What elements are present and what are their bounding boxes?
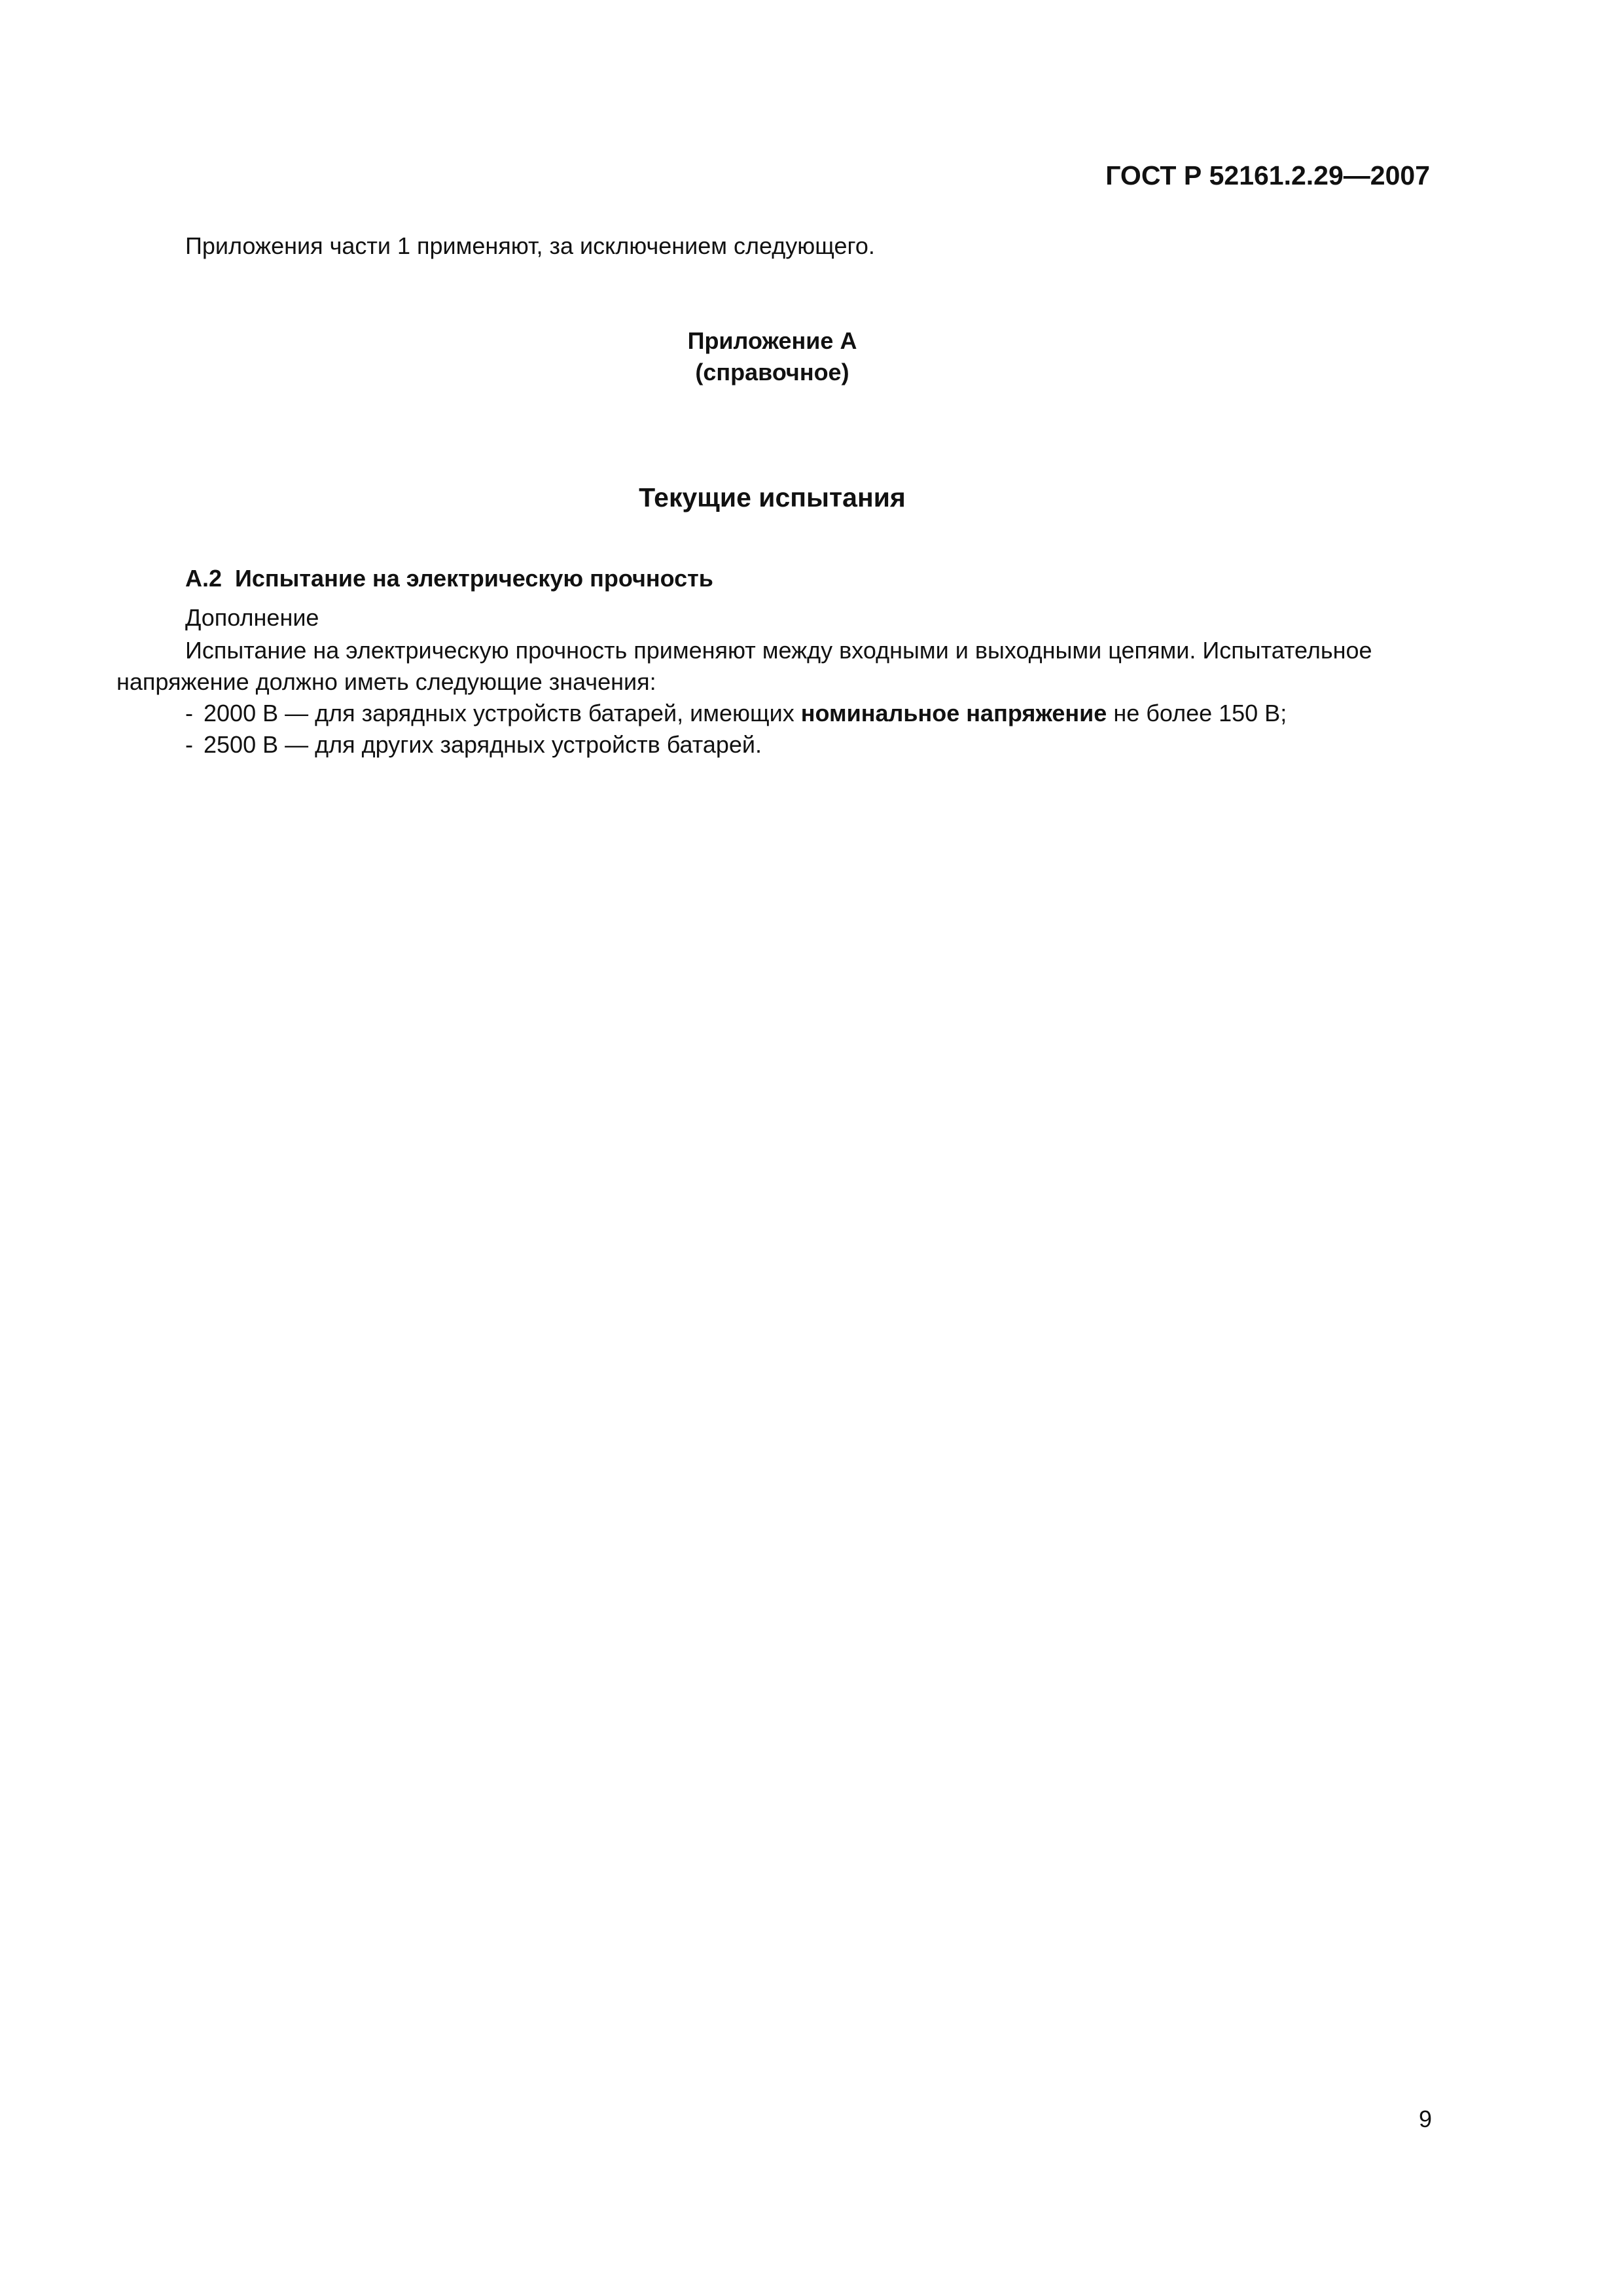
page-number: 9 [1418,2106,1432,2132]
annex-heading [0,325,1544,388]
paragraph-line-1: Испытание на электрическую прочность применяют между входными и выходными цепями. Испытательное [185,637,1372,664]
list-item [185,729,1287,761]
annex-status: (справочное) [695,359,849,386]
list-item-text: 2000 В — для зарядных устройств батарей, имеющих [204,700,801,726]
annex-title: Приложение А [687,327,857,354]
list-dash: - [185,731,193,758]
intro-paragraph: Приложения части 1 применяют, за исключением следующего. [185,232,875,259]
list-item-text-end: не более 150 В; [1107,700,1287,726]
list-dash: - [185,700,193,726]
clause-title: Испытание на электрическую прочность [235,565,713,592]
term-highlight: номинальное напряжение [800,700,1107,726]
addition-label: Дополнение [185,604,319,631]
clause-heading [185,563,713,594]
list-item [185,698,1287,729]
clause-number: А.2 [185,565,223,592]
list-item-text: 2500 В — для других зарядных устройств батарей. [204,731,762,758]
document-code: ГОСТ Р 52161.2.29—2007 [1105,160,1430,190]
section-title: Текущие испытания [639,482,906,512]
paragraph-line-2: напряжение должно иметь следующие значения: [116,668,656,695]
voltage-list [185,698,1287,761]
